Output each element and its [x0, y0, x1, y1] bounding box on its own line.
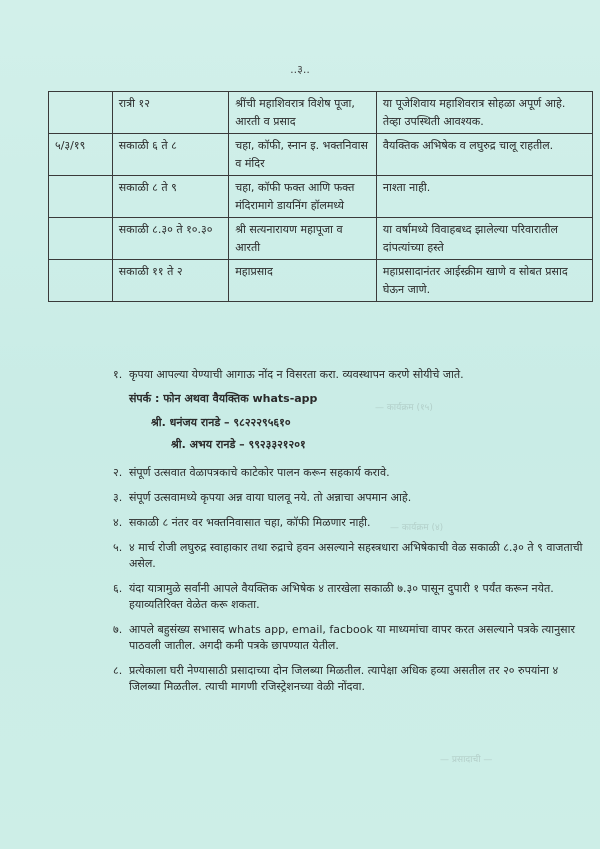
note-item [113, 367, 583, 383]
table-row [49, 176, 593, 218]
table-row [49, 92, 593, 134]
note-number: ५. [113, 541, 123, 554]
note-number: ६. [113, 582, 123, 595]
time-cell: सकाळी ८.३० ते १०.३० [112, 218, 228, 260]
note-item [113, 540, 583, 572]
contact-label: संपर्क : फोन अथवा वैयक्तिक whats-app [129, 392, 318, 405]
note-item [113, 581, 583, 613]
note-cell: या पूजेशिवाय महाशिवरात्र सोहळा अपूर्ण आहे. तेव्हा उपस्थिती आवश्यक. [376, 92, 592, 134]
note-cell: या वर्षामध्ये विवाहबध्द झालेल्या परिवारातील दांपत्यांच्या हस्ते [376, 218, 592, 260]
event-cell: चहा, कॉफी, स्नान इ. भक्तनिवास व मंदिर [229, 134, 377, 176]
note-text: प्रत्येकाला घरी नेण्यासाठी प्रसादाच्या दोन जिलब्या मिळतील. त्यापेक्षा अधिक हव्या असतील तर २० रुपयांना ४ जिलब्या मिळतील. त्याची मागणी रजिस्ट्रेशनच्या वेळी नोंदवा. [129, 664, 559, 693]
time-cell: सकाळी ६ ते ८ [112, 134, 228, 176]
note-item [113, 622, 583, 654]
date-cell [49, 260, 113, 302]
date-cell [49, 176, 113, 218]
note-item [113, 515, 583, 531]
note-cell: महाप्रसादानंतर आईस्क्रीम खाणे व सोबत प्रसाद घेऊन जाणे. [376, 260, 592, 302]
note-number: ४. [113, 516, 123, 529]
note-item [113, 663, 583, 695]
bleed-through-text: — कार्यक्रम (१५) [375, 403, 433, 413]
note-text: संपूर्ण उत्सवामध्ये कृपया अन्न वाया घालवू नये. तो अन्नाचा अपमान आहे. [129, 491, 412, 504]
bleed-through-text: — कार्यक्रम (४) [390, 523, 444, 533]
note-number: ७. [113, 623, 123, 636]
note-text: कृपया आपल्या येण्याची आगाऊ नोंद न विसरता करा. व्यवस्थापन करणे सोयीचे जाते. [129, 368, 464, 381]
table-row [49, 218, 593, 260]
note-text: ४ मार्च रोजी लघुरुद्र स्वाहाकार तथा रुद्राचे हवन असल्याने सहस्त्रधारा अभिषेकाची वेळ सकाळी ८.३० ते ९ वाजताची असेल. [129, 541, 583, 570]
notes-list [113, 367, 583, 704]
note-cell: नाश्ता नाही. [376, 176, 592, 218]
note-text: सकाळी ८ नंतर वर भक्तनिवासात चहा, कॉफी मिळणार नाही. [129, 516, 371, 529]
time-cell: रात्री १२ [112, 92, 228, 134]
note-item [113, 465, 583, 481]
event-cell: चहा, कॉफी फक्त आणि फक्त मंदिरामागे डायनिंग हॉलमध्ये [229, 176, 377, 218]
date-cell [49, 218, 113, 260]
note-number: २. [113, 466, 123, 479]
event-cell: श्रींची महाशिवरात्र विशेष पूजा, आरती व प्रसाद [229, 92, 377, 134]
event-cell: महाप्रसाद [229, 260, 377, 302]
table-row [49, 260, 593, 302]
note-number: १. [113, 368, 123, 381]
page-number: ..३.. [290, 63, 310, 76]
event-cell: श्री सत्यनारायण महापूजा व आरती [229, 218, 377, 260]
note-text: यंदा यात्रामुळे सर्वांनी आपले वैयक्तिक अभिषेक ४ तारखेला सकाळी ७.३० पासून दुपारी १ पर्यंत करून नयेत. हयाव्यतिरिक्त वेळेत करू शकता. [129, 582, 554, 611]
note-number: ८. [113, 664, 123, 677]
note-cell: वैयक्तिक अभिषेक व लघुरुद्र चालू राहतील. [376, 134, 592, 176]
note-text: आपले बहुसंख्य सभासद whats app, email, facbook या माध्यमांचा वापर करत असल्याने पत्रके त्यानुसार पाठवली जातील. अगदी कमी पत्रके छापण्यात येतील. [129, 623, 575, 652]
schedule-table [48, 91, 593, 302]
note-number: ३. [113, 491, 123, 504]
contact-person-2: श्री. अभय रानडे – ९९२३३२१२०१ [171, 438, 306, 451]
note-text: संपूर्ण उत्सवात वेळापत्रकाचे काटेकोर पालन करून सहकार्य करावे. [129, 466, 390, 479]
note-item [113, 490, 583, 506]
time-cell: सकाळी ८ ते ९ [112, 176, 228, 218]
time-cell: सकाळी ११ ते २ [112, 260, 228, 302]
date-cell [49, 92, 113, 134]
date-cell: ५/३/१९ [49, 134, 113, 176]
contact-person-1: श्री. धनंजय रानडे – ९८२२२९५६१० [151, 416, 291, 429]
bleed-through-text: — प्रसादाची — [440, 755, 493, 765]
table-row [49, 134, 593, 176]
